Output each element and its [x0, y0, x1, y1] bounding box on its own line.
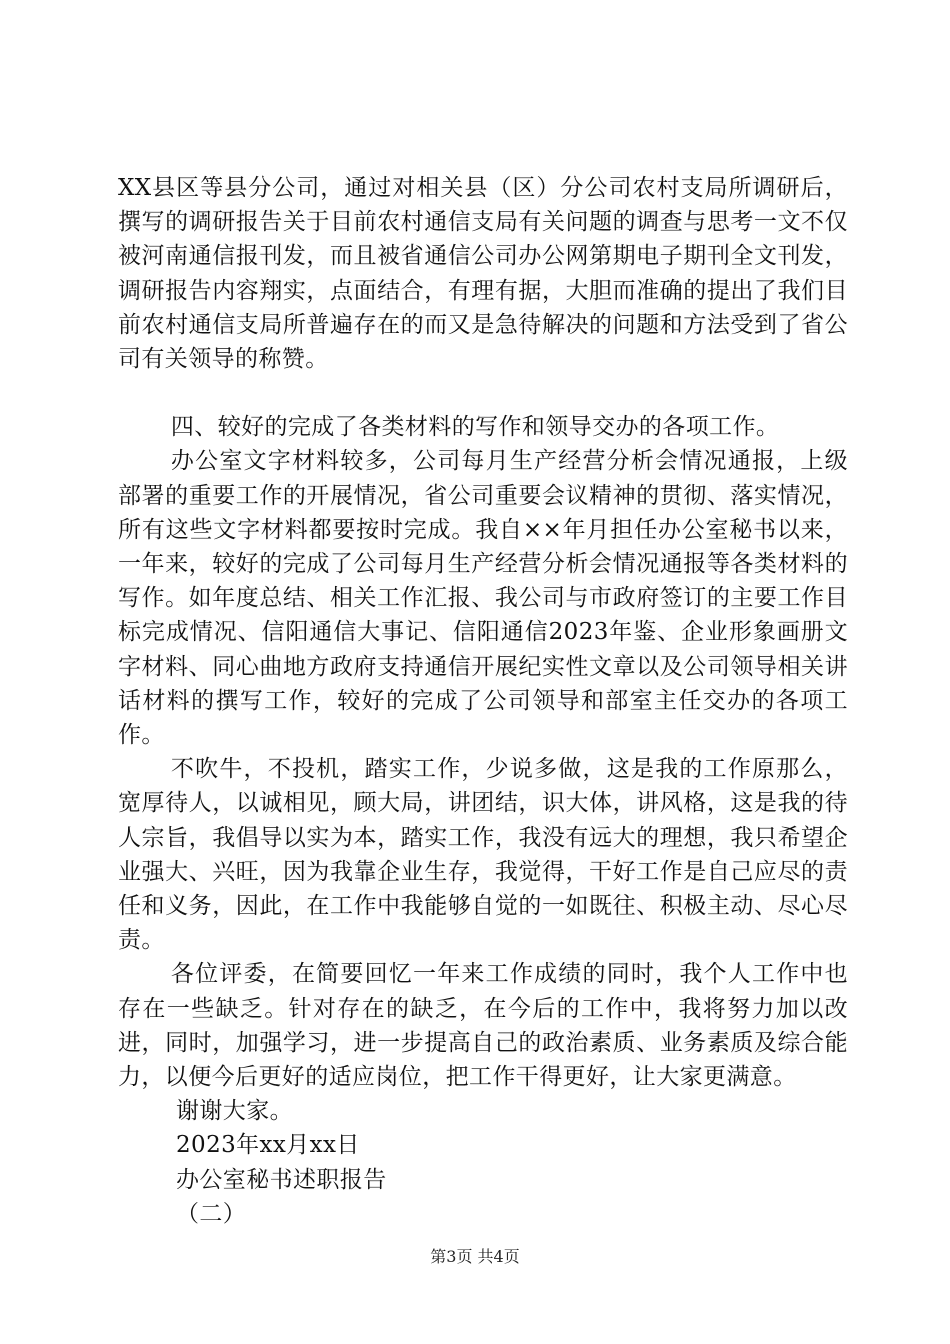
page-footer: 第3页 共4页 — [430, 1247, 520, 1266]
document-body — [118, 171, 848, 1231]
body-paragraph: 不吹牛，不投机，踏实工作，少说多做，这是我的工作原那么，宽厚待人，以诚相见，顾大局，讲团结，识大体，讲风格，这是我的待人宗旨，我倡导以实为本，踏实工作，我没有远大的理想，我只希望企业强大、兴旺，因为我靠企业生存，我觉得，干好工作是自己应尽的责任和义务，因此，在工作中我能够自觉的一如既往、积极主动、尽心尽责。 — [118, 756, 848, 954]
next-report-title: 办公室秘书述职报告 — [176, 1166, 387, 1193]
body-paragraph: XX县区等县分公司，通过对相关县（区）分公司农村支局所调研后，撰写的调研报告关于目前农村通信支局有关问题的调查与思考一文不仅被河南通信报刊发，而且被省通信公司办公网第期电子期刊全文刊发，调研报告内容翔实，点面结合，有理有据，大胆而准确的提出了我们目前农村通信支局所普遍存在的而又是急待解决的问题和方法受到了省公司有关领导的称赞。 — [118, 175, 848, 373]
paragraph-spacer — [118, 376, 848, 410]
next-report-number: （二） — [176, 1200, 247, 1227]
body-paragraph: 各位评委，在简要回忆一年来工作成绩的同时，我个人工作中也存在一些缺乏。针对存在的缺乏，在今后的工作中，我将努力加以改进，同时，加强学习，进一步提高自己的政治素质、业务素质及综合能力，以便今后更好的适应岗位，把工作干得更好，让大家更满意。 — [118, 961, 848, 1091]
body-paragraph: 办公室文字材料较多，公司每月生产经营分析会情况通报，上级部署的重要工作的开展情况，省公司重要会议精神的贯彻、落实情况，所有这些文字材料都要按时完成。我自××年月担任办公室秘书以来，一年来，较好的完成了公司每月生产经营分析会情况通报等各类材料的写作。如年度总结、相关工作汇报、我公司与市政府签订的主要工作目标完成情况、信阳通信大事记、信阳通信2023年鉴、企业形象画册文字材料、同心曲地方政府支持通信开展纪实性文章以及公司领导相关讲话材料的撰写工作，较好的完成了公司领导和部室主任交办的各项工作。 — [118, 448, 848, 749]
thanks-line: 谢谢大家。 — [176, 1098, 293, 1125]
date-line: 2023年xx月xx日 — [176, 1132, 360, 1159]
section-heading: 四、较好的完成了各类材料的写作和领导交办的各项工作。 — [170, 414, 780, 441]
